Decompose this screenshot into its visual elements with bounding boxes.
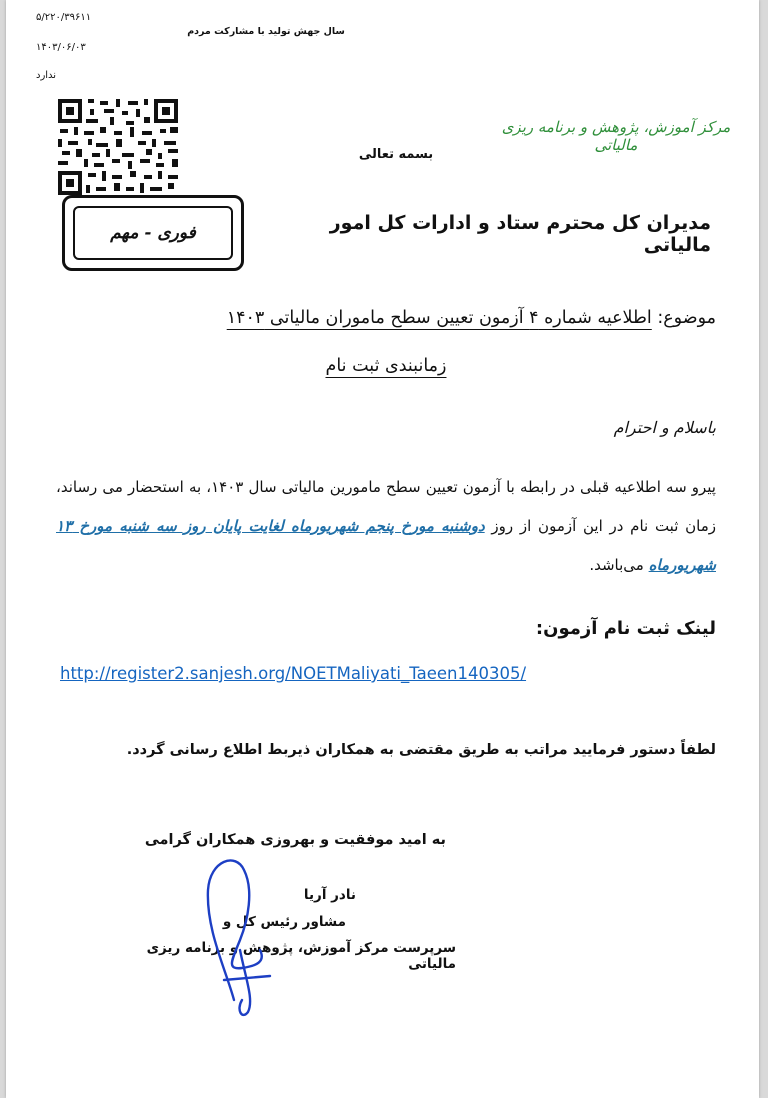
subject-subtitle: زمانبندی ثبت نام: [325, 356, 447, 376]
greeting: باسلام و احترام: [613, 418, 716, 437]
signatory-department: سرپرست مرکز آموزش، پژوهش و برنامه ریزی مالیاتی: [146, 940, 456, 972]
urgency-stamp: [62, 195, 244, 271]
organization-logo-text: مرکز آموزش، پژوهش و برنامه ریزی مالیاتی: [501, 118, 731, 154]
recipient-line: مدیران کل محترم ستاد و ادارات کل امور مالیاتی: [329, 212, 711, 256]
qr-code: [56, 97, 180, 197]
registration-dates: دوشنبه مورخ پنجم شهریورماه لغایت پایان روز سه شنبه مورخ ۱۳ شهریورماه: [56, 517, 716, 574]
request-line: لطفاً دستور فرمایید مراتب به طریق مقتضی به همکاران ذیربط اطلاع رسانی گردد.: [126, 742, 716, 758]
letter-page: [6, 0, 759, 1098]
year-slogan: سال جهش تولید با مشارکت مردم: [187, 26, 345, 37]
subject-prefix: موضوع:: [651, 308, 716, 328]
registration-link[interactable]: http://register2.sanjesh.org/NOETMaliyati_Taeen140305/: [60, 664, 527, 683]
letter-date: ۱۴۰۳/۰۶/۰۳: [36, 42, 86, 53]
subject-line: [76, 308, 716, 328]
letter-number: ۵/۲۲۰/۳۹۶۱۱: [36, 12, 92, 23]
subject-title: اطلاعیه شماره ۴ آزمون تعیین سطح ماموران مالیاتی ۱۴۰۳: [226, 308, 652, 328]
closing-line: به امید موفقیت و بهروزی همکاران گرامی: [144, 832, 446, 848]
body-paragraph: [56, 468, 716, 585]
signatory-name: نادر آریا: [303, 887, 356, 903]
body-text-part2: می‌باشد.: [589, 556, 649, 574]
handwritten-signature: [196, 850, 286, 1020]
urgency-label: فوری - مهم: [73, 206, 233, 260]
besmeh-heading: بسمه تعالی: [358, 147, 434, 162]
attachment-status: ندارد: [36, 70, 57, 81]
registration-link-title: لینک ثبت نام آزمون:: [535, 618, 716, 639]
body-text-part1: پیرو سه اطلاعیه قبلی در رابطه با آزمون تعیین سطح مامورین مالیاتی سال ۱۴۰۳، به استحضار می رساند، زمان ثبت نام در این آزمون از روز: [56, 478, 716, 535]
signatory-role: مشاور رئیس کل و: [222, 914, 346, 930]
